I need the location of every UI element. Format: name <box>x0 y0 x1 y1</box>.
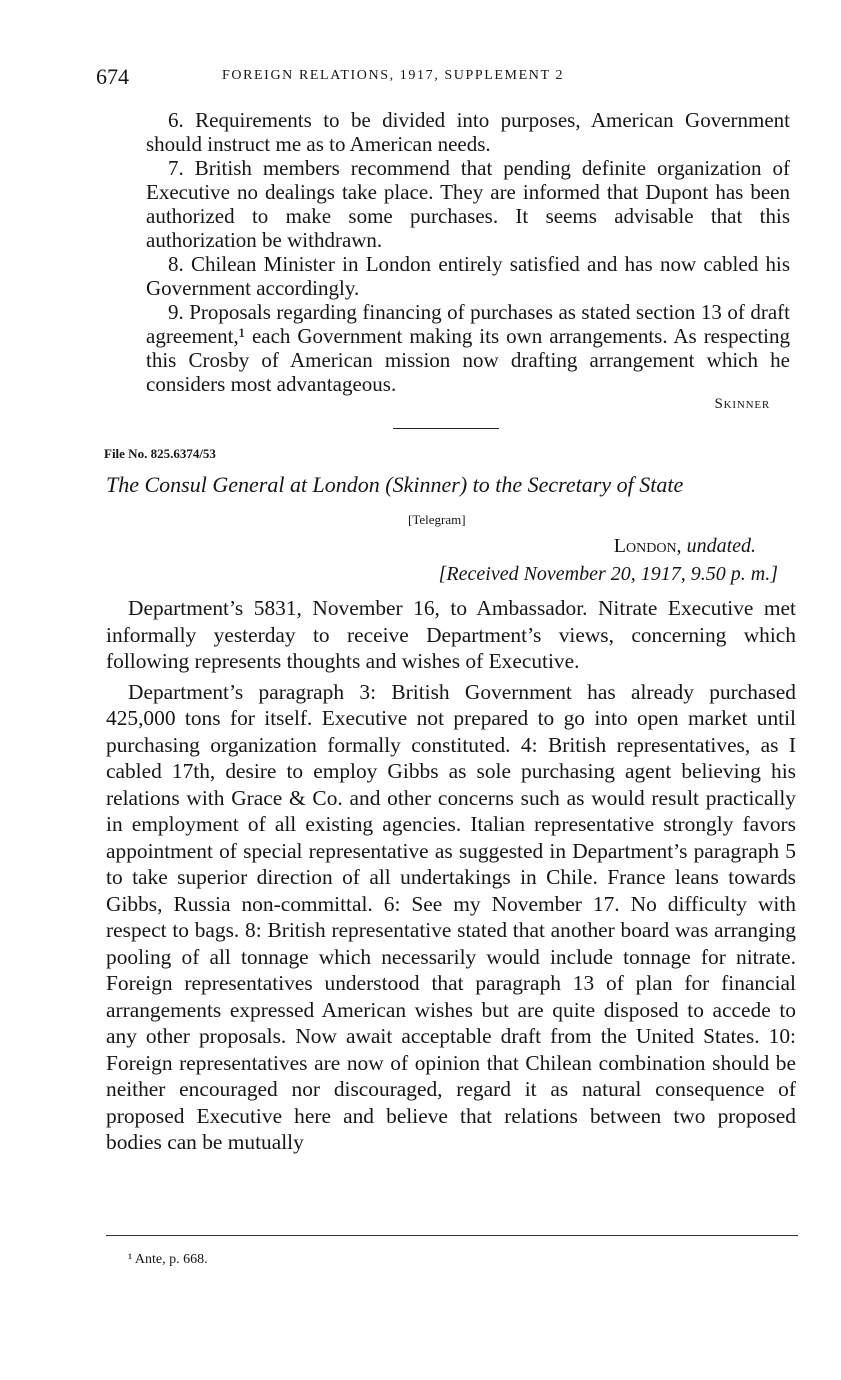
dateline-date: undated. <box>686 535 756 557</box>
footnote-rule <box>106 1235 798 1236</box>
paragraph-9: 9. Proposals regarding financing of purchases as stated section 13 of draft agreement,¹ each Government making its own arrangements. As respecting this Crosby of American mission now drafting arrangement which he considers most advantageous. <box>146 300 790 396</box>
received-line: [Received November 20, 1917, 9.50 p. m.] <box>438 563 778 585</box>
footnote: ¹ Ante, p. 668. <box>128 1252 208 1267</box>
telegram-body <box>106 595 796 1156</box>
signature: Skinner <box>714 396 770 412</box>
file-number: File No. 825.6374/53 <box>104 446 216 461</box>
document-title: The Consul General at London (Skinner) to the Secretary of State <box>106 472 684 497</box>
paragraph-7: 7. British members recommend that pending definite organization of Executive no dealings take place. They are informed that Dupont has been authorized to make some purchases. It seems advisable that this authorization be withdrawn. <box>146 156 790 252</box>
dateline-place: London, <box>613 535 682 557</box>
telegram-label: [Telegram] <box>408 512 466 527</box>
section-divider <box>393 428 499 429</box>
body-paragraph-2: Department’s paragraph 3: British Government has already purchased 425,000 tons for itself. Executive not prepared to go into open market until purchasing organization formally constituted. 4: British representatives, as I cabled 17th, desire to employ Gibbs as sole purchasing agent believing his relations with Grace & Co. and other concerns such as would result practically in employment of all existing agencies. Italian representative strongly favors appointment of special representative as suggested in Department’s paragraph 5 to take superior direction of all undertakings in Chile. France leans towards Gibbs, Russia non-committal. 6: See my November 17. No difficulty with respect to bags. 8: British representative stated that another board was arranging pooling of all tonnage which necessarily would include tonnage for nitrate. Foreign representatives understood that paragraph 13 of plan for financial arrangements expressed American wishes but are quite disposed to accede to any other proposals. Now await acceptable draft from the United States. 10: Foreign representatives are now of opinion that Chilean combination should be neither encouraged nor discouraged, regard it as natural consequence of proposed Executive here and believe that relations between two proposed bodies can be mutually <box>106 679 796 1154</box>
body-paragraph-1: Department’s 5831, November 16, to Ambassador. Nitrate Executive met informally yesterday to receive Department’s views, concerning which following represents thoughts and wishes of Executive. <box>106 596 796 673</box>
paragraph-8: 8. Chilean Minister in London entirely satisfied and has now cabled his Government accordingly. <box>146 252 790 300</box>
running-title: FOREIGN RELATIONS, 1917, SUPPLEMENT 2 <box>222 68 565 83</box>
page-header <box>96 64 796 94</box>
continued-telegram <box>146 108 790 396</box>
dateline <box>400 535 756 558</box>
page-number: 674 <box>96 64 129 89</box>
paragraph-6: 6. Requirements to be divided into purposes, American Government should instruct me as to American needs. <box>146 108 790 156</box>
